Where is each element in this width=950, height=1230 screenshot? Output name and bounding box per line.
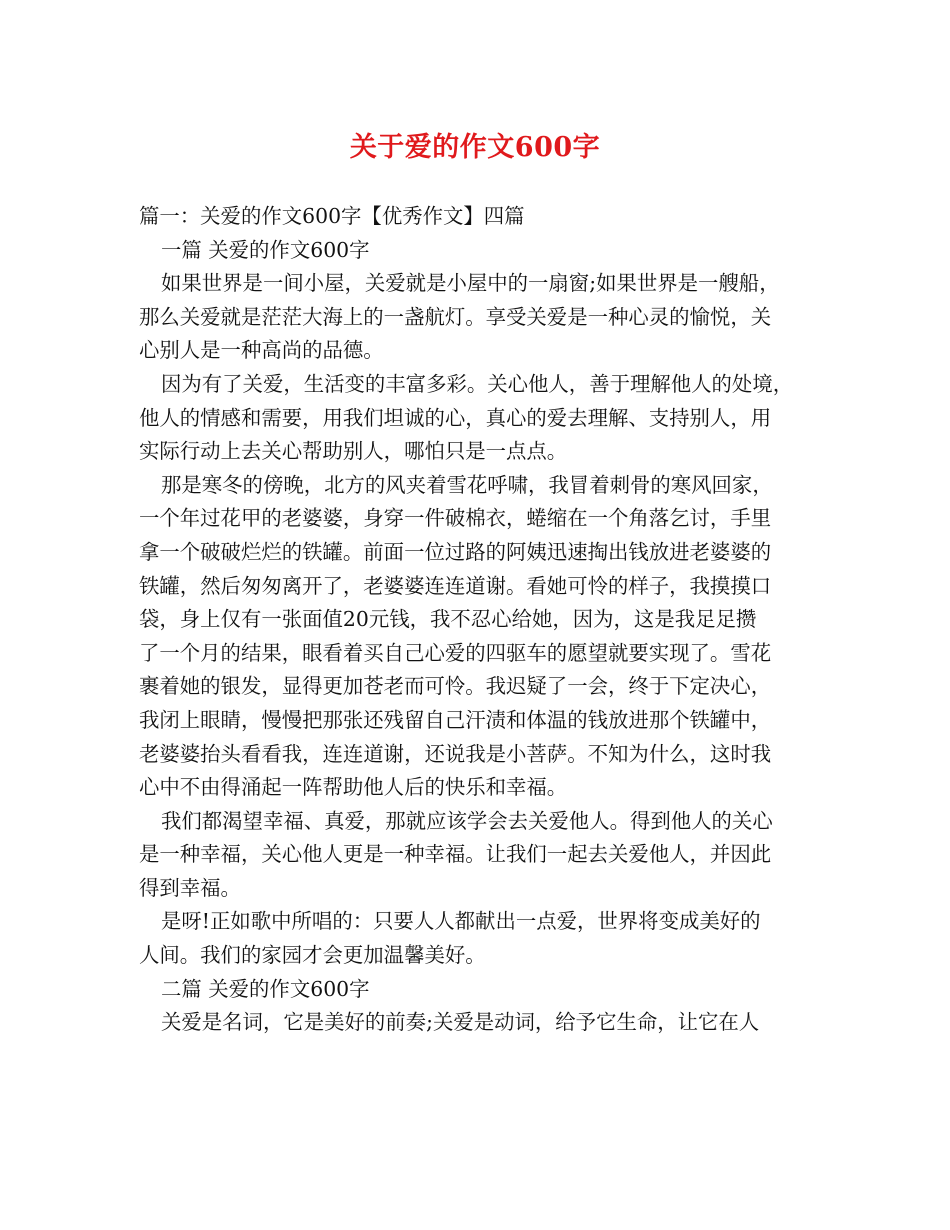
text-line: 那是寒冬的傍晚，北方的风夹着雪花呼啸，我冒着刺骨的寒风回家， [161, 472, 773, 497]
text-line: 实际行动上去关心帮助别人，哪怕只是一点点。 [139, 439, 568, 464]
sub-heading: 一篇 关爱的作文600字 [161, 237, 370, 262]
text-line: 那么关爱就是茫茫大海上的一盏航灯。享受关爱是一种心灵的愉悦，关 [139, 304, 772, 329]
text-line: 了一个月的结果，眼看着买自己心爱的四驱车的愿望就要实现了。雪花 [139, 640, 772, 665]
text-line: 人间。我们的家园才会更加温馨美好。 [139, 943, 486, 968]
text-line: 我闭上眼睛，慢慢把那张还残留自己汗渍和体温的钱放进那个铁罐中， [139, 707, 772, 732]
sub-heading: 二篇 关爱的作文600字 [161, 976, 370, 1001]
text-line: 得到幸福。 [139, 875, 241, 900]
text-line: 老婆婆抬头看看我，连连道谢，还说我是小菩萨。不知为什么，这时我 [139, 741, 772, 766]
text-line: 关爱是名词，它是美好的前奏;关爱是动词，给予它生命，让它在人 [161, 1010, 760, 1035]
text-line: 一个年过花甲的老婆婆，身穿一件破棉衣，蜷缩在一个角落乞讨，手里 [139, 506, 772, 531]
text-line: 是一种幸福，关心他人更是一种幸福。让我们一起去关爱他人，并因此 [139, 842, 772, 867]
text-line: 如果世界是一间小屋，关爱就是小屋中的一扇窗;如果世界是一艘船， [161, 271, 780, 296]
text-line: 铁罐，然后匆匆离开了，老婆婆连连道谢。看她可怜的样子，我摸摸口 [139, 573, 772, 598]
document-body [139, 200, 829, 1040]
document-title: 关于爱的作文600字 [349, 132, 601, 163]
text-line: 他人的情感和需要，用我们坦诚的心，真心的爱去理解、支持别人，用 [139, 405, 772, 430]
text-line: 因为有了关爱，生活变的丰富多彩。关心他人，善于理解他人的处境， [161, 371, 794, 396]
text-line: 拿一个破破烂烂的铁罐。前面一位过路的阿姨迅速掏出钱放进老婆婆的 [139, 539, 772, 564]
text-line: 心中不由得涌起一阵帮助他人后的快乐和幸福。 [139, 775, 568, 800]
text-line: 我们都渴望幸福、真爱，那就应该学会去关爱他人。得到他人的关心 [161, 808, 773, 833]
section-heading: 篇一：关爱的作文600字【优秀作文】四篇 [139, 204, 525, 228]
text-line: 是呀!正如歌中所唱的：只要人人都献出一点爱，世界将变成美好的 [161, 909, 761, 934]
text-line: 裹着她的银发，显得更加苍老而可怜。我迟疑了一会，终于下定决心， [139, 674, 772, 699]
text-line: 袋，身上仅有一张面值20元钱，我不忍心给她，因为，这是我足足攒 [139, 607, 757, 632]
text-line: 心别人是一种高尚的品德。 [139, 338, 384, 363]
